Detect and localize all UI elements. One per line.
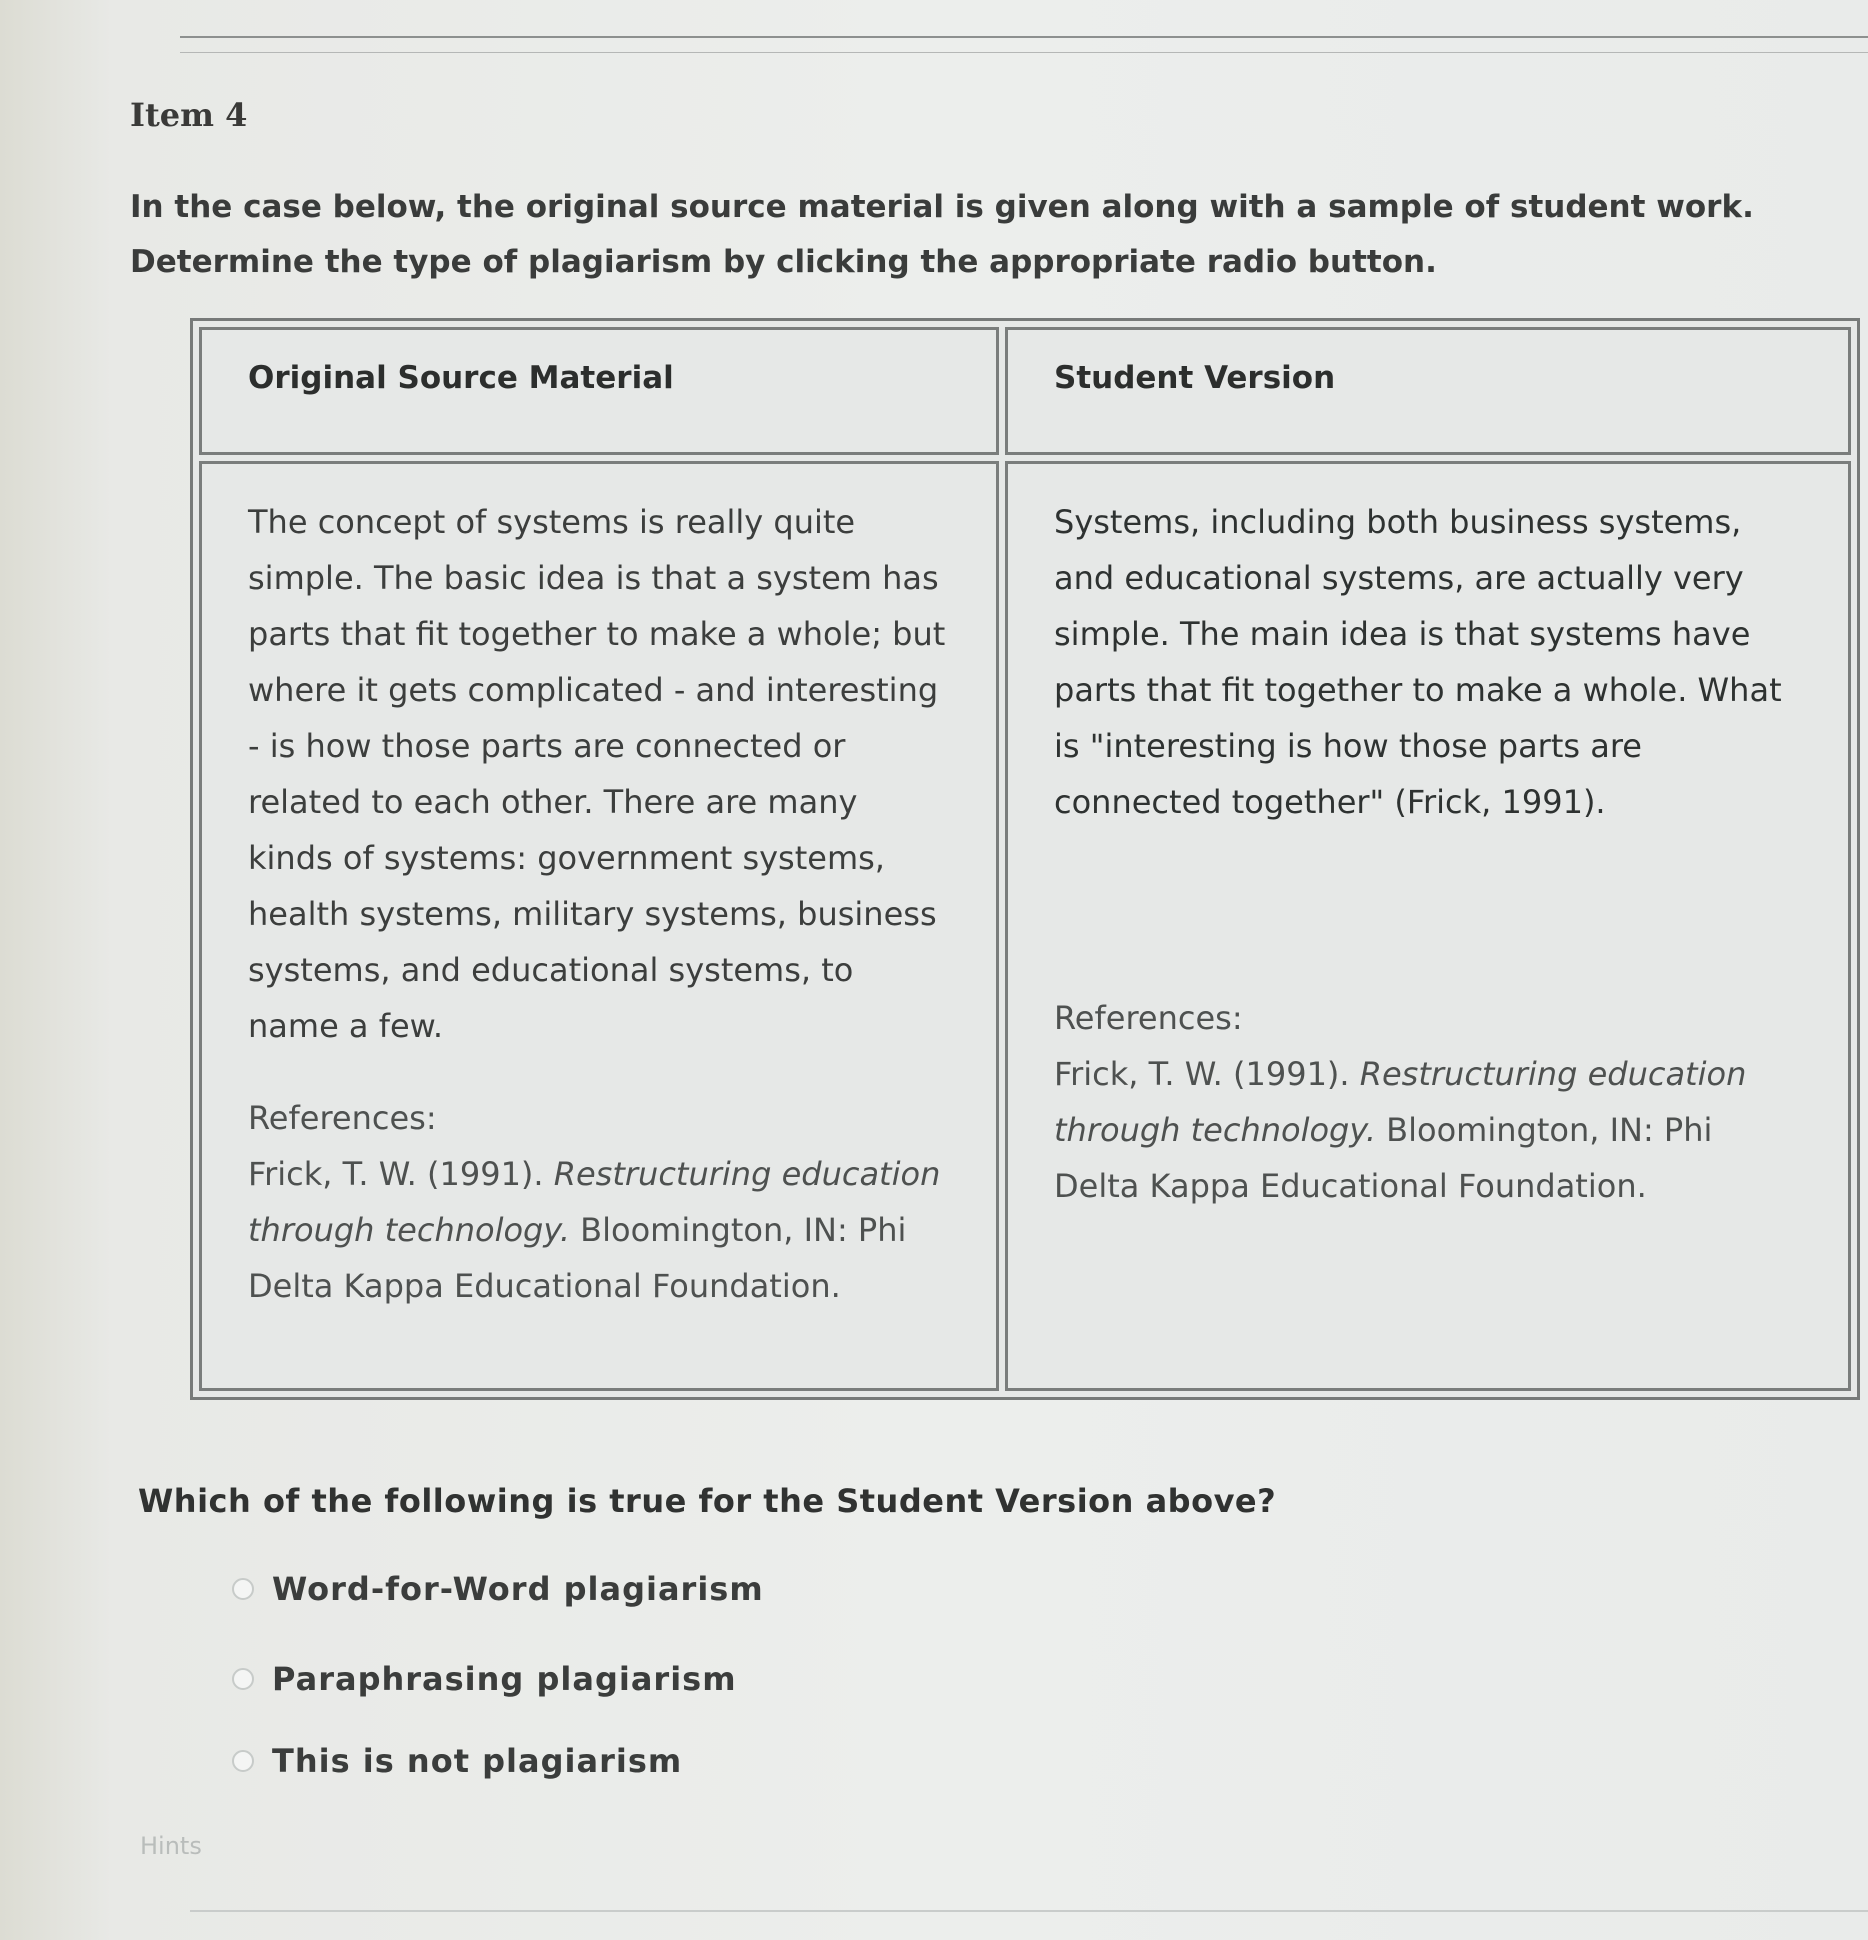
option-label: This is not plagiarism	[272, 1742, 683, 1780]
comparison-body-row	[199, 461, 1851, 1391]
student-references	[1054, 990, 1802, 1214]
original-ref-author: Frick, T. W. (1991).	[248, 1155, 554, 1193]
original-reference-entry	[248, 1146, 950, 1314]
student-passage: Systems, including both business systems, and educational systems, are actually very simple. The main idea is that systems have parts that fit together to make a whole. What is "interesting is how those parts are connected together" (Frick, 1991).	[1054, 503, 1782, 821]
student-ref-publisher: Bloomington, IN: Phi Delta Kappa Educational Foundation.	[1054, 1111, 1713, 1205]
original-passage: The concept of systems is really quite simple. The basic idea is that a system has parts that fit together to make a whole; but where it gets complicated - and interesting - is how those parts are connected or related to each other. There are many kinds of systems: government systems, health systems, military systems, business systems, and educational systems, to name a few.	[248, 503, 946, 1045]
student-reference-entry	[1054, 1046, 1802, 1214]
top-divider-secondary	[180, 52, 1868, 53]
student-ref-title: Restructuring education through technology.	[1054, 1055, 1747, 1149]
original-source-header: Original Source Material	[199, 327, 999, 455]
comparison-table	[190, 318, 1860, 1400]
original-ref-publisher: Bloomington, IN: Phi Delta Kappa Educational Foundation.	[248, 1211, 907, 1305]
radio-button[interactable]	[232, 1750, 254, 1772]
original-ref-title: Restructuring education through technology.	[248, 1155, 941, 1249]
student-ref-author: Frick, T. W. (1991).	[1054, 1055, 1360, 1093]
radio-button[interactable]	[232, 1668, 254, 1690]
hints-link[interactable]: Hints	[140, 1832, 202, 1860]
instructions-line-2: Determine the type of plagiarism by clicking the appropriate radio button.	[130, 244, 1437, 280]
question-prompt: Which of the following is true for the Student Version above?	[138, 1482, 1277, 1520]
option-label: Word-for-Word plagiarism	[272, 1570, 764, 1608]
student-version-cell	[1005, 461, 1851, 1391]
option-label: Paraphrasing plagiarism	[272, 1660, 737, 1698]
radio-button[interactable]	[232, 1578, 254, 1600]
student-version-header: Student Version	[1005, 327, 1851, 455]
bottom-divider	[190, 1910, 1868, 1912]
item-title: Item 4	[130, 96, 248, 134]
original-source-cell	[199, 461, 999, 1391]
comparison-header-row	[199, 327, 1851, 455]
original-references-label: References:	[248, 1099, 437, 1137]
option-paraphrasing[interactable]	[232, 1660, 737, 1698]
original-references	[248, 1090, 950, 1314]
option-word-for-word[interactable]	[232, 1570, 764, 1608]
top-divider	[180, 36, 1868, 38]
instructions	[130, 180, 1830, 290]
option-not-plagiarism[interactable]	[232, 1742, 682, 1780]
instructions-line-1: In the case below, the original source material is given along with a sample of student work.	[130, 189, 1754, 225]
student-references-label: References:	[1054, 999, 1243, 1037]
